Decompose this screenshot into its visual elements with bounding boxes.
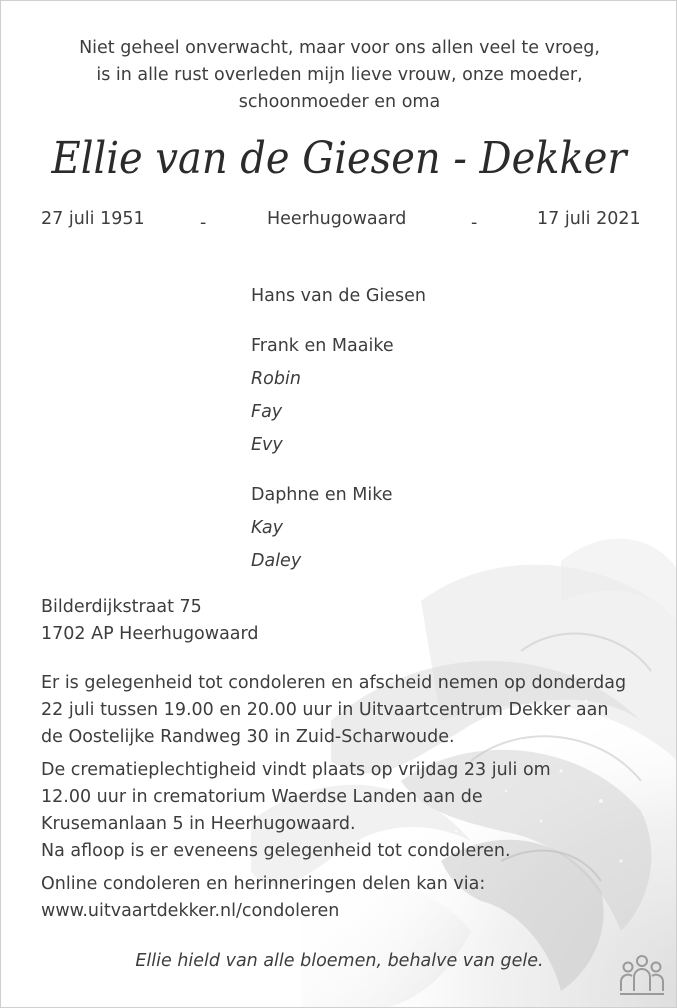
paragraph-online [41, 871, 626, 925]
deceased-name-text: Ellie van de Giesen - Dekker [50, 133, 630, 184]
paragraph-condolence [41, 670, 626, 751]
text-line: 22 juli tussen 19.00 en 20.00 uur in Uitvaartcentrum Dekker aan [41, 700, 609, 720]
text-line: Er is gelegenheid tot condoleren en afscheid nemen op donderdag [41, 673, 627, 693]
address [41, 594, 259, 648]
group-gap [251, 464, 426, 481]
date-separator: - [200, 213, 207, 233]
group-gap [251, 315, 426, 332]
grandchild-name: Kay [251, 518, 283, 538]
intro-line: Niet geheel onverwacht, maar voor ons allen veel te vroeg, [79, 38, 600, 58]
condolence-url: www.uitvaartdekker.nl/condoleren [41, 901, 340, 921]
life-dates [1, 209, 677, 239]
family-group-icon [619, 951, 665, 997]
text-line: De crematieplechtigheid vindt plaats op vrijdag 23 juli om [41, 760, 551, 780]
intro-line: is in alle rust overleden mijn lieve vrouw, onze moeder, [96, 65, 583, 85]
paragraph-cremation [41, 757, 626, 865]
address-street: Bilderdijkstraat 75 [41, 597, 202, 617]
intro-text [1, 35, 677, 116]
grandchild-name: Evy [251, 435, 283, 455]
grandchild-name: Daley [251, 551, 302, 571]
family-member-name: Hans van de Giesen [251, 286, 426, 306]
text-line: 12.00 uur in crematorium Waerdse Landen aan de [41, 787, 483, 807]
address-city: 1702 AP Heerhugowaard [41, 624, 259, 644]
text-line: Krusemanlaan 5 in Heerhugowaard. [41, 814, 356, 834]
place: Heerhugowaard [267, 209, 407, 229]
birth-date: 27 juli 1951 [41, 209, 145, 229]
family-member-name: Daphne en Mike [251, 485, 393, 505]
family-member-name: Frank en Maaike [251, 336, 394, 356]
family-list [251, 282, 426, 580]
intro-line: schoonmoeder en oma [238, 92, 441, 112]
text-line: Na afloop is er eveneens gelegenheid tot condoleren. [41, 841, 511, 861]
date-separator: - [471, 213, 478, 233]
deceased-name [1, 129, 677, 193]
death-date: 17 juli 2021 [537, 209, 641, 229]
arrangements-text [41, 670, 626, 931]
grandchild-name: Robin [251, 369, 301, 389]
text-line: Online condoleren en herinneringen delen kan via: [41, 874, 486, 894]
text-line: de Oostelijke Randweg 30 in Zuid-Scharwoude. [41, 727, 455, 747]
closing-line: Ellie hield van alle bloemen, behalve van gele. [135, 951, 544, 971]
grandchild-name: Fay [251, 402, 283, 422]
